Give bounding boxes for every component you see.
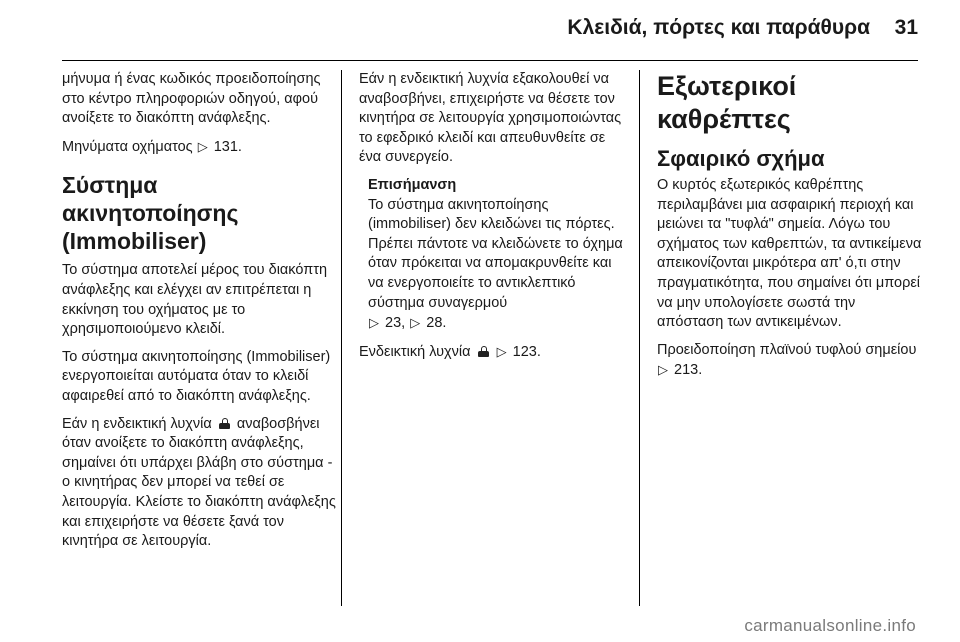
column-3 [657,70,925,389]
page-reference-arrow-icon: ▷ [658,362,668,378]
paragraph: Εάν η ενδεικτική λυχνία εξακολουθεί να αναβοσβήνει, επιχειρήστε να θέσετε τον κινητήρα σε λειτουργία χρησιμοποιώντας το εφεδρικό κλειδί και απευθυνθείτε σε ένα συνεργείο. [359,71,622,166]
reference-paragraph: Μηνύματα οχήματος ▷ 131. [62,138,242,155]
note-box [359,176,627,334]
page-reference-arrow-icon: ▷ [369,315,379,331]
page-reference-arrow-icon: ▷ [197,138,208,154]
immobiliser-car-lock-icon [478,346,489,357]
page-reference-link[interactable]: 28. [426,315,447,332]
page-header [0,0,960,60]
subsection-heading: Σφαιρικό σχήμα [657,146,825,171]
paragraph: Το σύστημα ακινητοποίησης (Immobiliser) ενεργοποιείται αυτόματα όταν το κλειδί αφαιρεθεί από το διακόπτη ανάφλεξης. [62,348,331,404]
page-reference-link[interactable]: 131. [213,138,242,155]
paragraph: Ο κυρτός εξωτερικός καθρέπτης περιλαμβάνει μια ασφαιρική περιοχή και μειώνει τα "τυφλά" σημεία. Λόγω του σχήματος των καθρεπτών, τα αντικείμενα απεικονίζονται μικρότερα απ' ό,τι στην πραγματικότητα, που σημαίνει ότι μπορεί να μην υπολογίσετε σωστά την απόσταση των αντικειμένων. [657,177,922,331]
section-heading-immobiliser: Σύστημα ακινητοποίησης (Immobiliser) [62,172,239,255]
paragraph: Εάν η ενδεικτική λυχνία αναβοσβήνει όταν ανοίξετε το διακόπτη ανάφλεξης, σημαίνει ότι υπάρχει βλάβη στο σύστημα - ο κινητήρας δεν μπορεί να τεθεί σε λειτουργία. Κλείστε το διακόπτη ανάφλεξης και επιχειρήστε να θέσετε ξανά τον κινητήρα σε λειτουργία. [62,415,336,550]
paragraph: Το σύστημα αποτελεί μέρος του διακόπτη ανάφλεξης και ελέγχει αν επιτρέπεται η εκκίνηση του οχήματος με το χρησιμοποιούμενο κλειδί. [62,262,328,338]
page-reference-link[interactable]: 123. [512,343,541,360]
immobiliser-car-lock-icon [219,418,230,429]
watermark: carmanualsonline.info [744,616,916,635]
column-divider-left [341,70,342,606]
page-reference-arrow-icon: ▷ [496,343,507,359]
reference-paragraph: Ενδεικτική λυχνία ▷ 123. [359,343,541,360]
section-heading-mirrors: Εξωτερικοί καθρέπτες [657,71,797,134]
header-rule [62,60,918,61]
column-1 [62,70,336,560]
page-reference-arrow-icon: ▷ [410,315,421,331]
page-number: 31 [894,16,918,39]
section-title: Κλειδιά, πόρτες και παράθυρα [567,16,870,39]
reference-paragraph: Προειδοποίηση πλαϊνού τυφλού σημείου ▷ 213. [657,341,917,379]
column-divider-right [639,70,640,606]
column-2 [359,70,627,370]
note-title: Επισήμανση [368,176,457,193]
note-text: Το σύστημα ακινητοποίησης (immobiliser) δεν κλειδώνει τις πόρτες. Πρέπει πάντοτε να κλειδώνετε το όχημα όταν πρόκειται να απομακρυνθείτε και να ενεργοποιείτε το αντικλεπτικό σύστημα συναγερμού [368,196,623,311]
page-reference-link[interactable]: 213. [674,362,703,379]
page-reference-link[interactable]: 23, [385,315,406,332]
paragraph: μήνυμα ή ένας κωδικός προειδοποίησης στο κέντρο πληροφοριών οδηγού, αφού ανοίξετε το διακόπτη ανάφλεξης. [62,71,321,127]
